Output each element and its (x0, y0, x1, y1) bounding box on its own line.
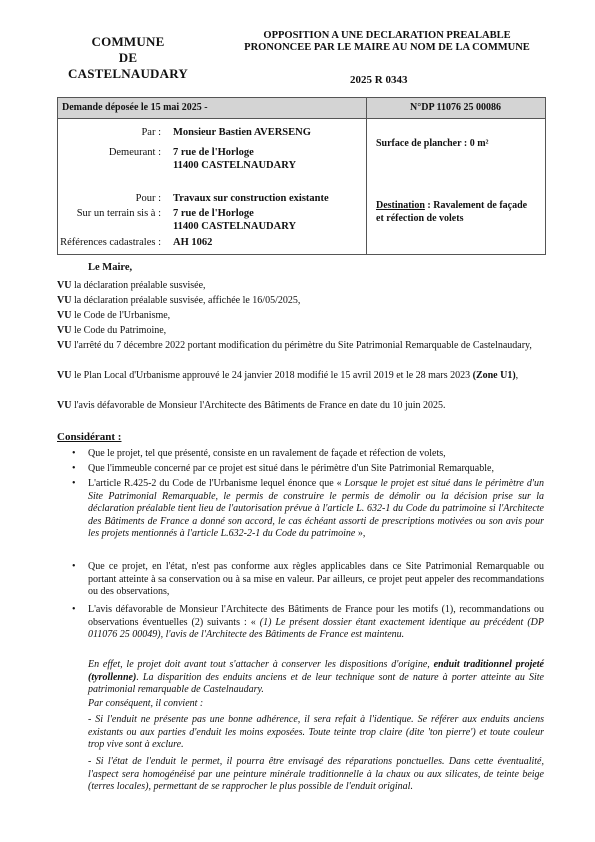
bullet-3 (72, 478, 544, 541)
vu-line-5 (57, 340, 544, 353)
zone-u1: (Zone U1) (472, 370, 516, 381)
para-text: En effet, le projet doit avant tout s'attacher à conserver les dispositions d'origine, (88, 659, 434, 670)
abf-intro: L'avis défavorable de Monsieur l'Architecte des Bâtiments de France pour les motifs (1), recommandations ou observations éventuelles (2) suivants : « (88, 604, 544, 628)
bullet-2 (72, 463, 544, 476)
bullet-text (88, 478, 544, 541)
vu-word: VU (57, 370, 72, 381)
terrain-line1: 7 rue de l'Horloge (173, 208, 254, 219)
vu-line-4 (57, 325, 544, 338)
bullet-dot: • (72, 448, 76, 459)
bullet-dot: • (72, 463, 76, 474)
box-divider (366, 98, 367, 254)
para-text-end: . La disparition des enduits anciens et de leur technique sont de nature à porter atteinte au Site patrimonial remarquable de Castelnaudary. (88, 671, 544, 696)
surface-plancher: Surface de plancher : 0 m² (376, 138, 489, 149)
terrain-label: Sur un terrain sis à : (76, 208, 161, 219)
article-intro: L'article R.425-2 du Code de l'Urbanisme lequel énonce que « (88, 478, 345, 489)
paragraph-consequence: Par conséquent, il convient : (88, 698, 204, 709)
bullet-dot: • (72, 561, 76, 572)
vu-text: le Plan Local d'Urbanisme approuvé le 24 janvier 2018 modifié le 15 avril 2019 et le 28 mars 2023 (71, 370, 473, 381)
title-line2: PRONONCEE PAR LE MAIRE AU NOM DE LA COMMUNE (244, 42, 530, 53)
vu-line-3 (57, 310, 544, 323)
vu-line-2 (57, 295, 544, 308)
vu-text: le Code de l'Urbanisme, (71, 310, 171, 321)
article-quote: Lorsque le projet est situé dans le périmètre d'un Site Patrimonial Remarquable, le permis de construire le permis de démolir ou la décision prise sur la déclaration préalable tient lieu de l'autorisation prévue à l'article L. 632-1 du Code du patrimoine si l'Architecte des Bâtiments de France a donné son accord, le cas échéant assorti de prescriptions motivées ou son avis pour les projets mentionnés à l'article L.632-2-1 du Code du patrimoine (88, 478, 544, 540)
bullet-text: Que l'immeuble concerné par ce projet est situé dans le périmètre d'un Site Patrimonial Remarquable, (88, 463, 494, 474)
document-title (232, 30, 542, 54)
considerant-heading: Considérant : (57, 431, 122, 443)
vu-word: VU (57, 325, 72, 336)
vu-line-7 (57, 400, 544, 413)
destination-line2: et réfection de volets (376, 213, 464, 224)
bullet-text (88, 604, 544, 642)
reference-number: 2025 R 0343 (350, 74, 408, 86)
dp-number: N°DP 11076 25 00086 (410, 102, 501, 113)
request-info-box (57, 97, 546, 255)
terrain-line2: 11400 CASTELNAUDARY (173, 221, 297, 232)
bullet-dot: • (72, 604, 76, 615)
par-value: Monsieur Bastien AVERSENG (173, 127, 311, 138)
paragraph-enduit (88, 659, 544, 697)
commune-title (58, 34, 198, 82)
commune-line2: DE (118, 50, 138, 65)
title-line1: OPPOSITION A UNE DECLARATION PREALABLE (263, 30, 511, 41)
bullet-dot: • (72, 478, 76, 489)
bullet-text: Que le projet, tel que présenté, consiste en un ravalement de façade et réfection de volets, (88, 448, 446, 459)
deposit-date: Demande déposée le 15 mai 2025 - (62, 102, 208, 113)
vu-text: la déclaration préalable susvisée, (71, 280, 206, 291)
vu-word: VU (57, 295, 72, 306)
bullet-1 (72, 448, 544, 461)
vu-text: l'avis défavorable de Monsieur l'Architecte des Bâtiments de France en date du 10 juin 2025. (71, 400, 446, 411)
cadastre-value: AH 1062 (173, 237, 213, 248)
bullet-4 (72, 561, 544, 599)
vu-word: VU (57, 400, 72, 411)
commune-line1: COMMUNE (91, 34, 165, 49)
demeurant-line2: 11400 CASTELNAUDARY (173, 160, 297, 171)
le-maire: Le Maire, (88, 262, 133, 273)
destination-label: Destination (376, 200, 425, 211)
vu-text-end: , (515, 370, 519, 381)
enduit-emphasis: enduit traditionnel projeté (tyrollenne) (88, 659, 544, 683)
abf-quote: (1) Le présent dossier étant exactement identique au précédent (DP 011076 25 00049), l'avis de l'Architecte des Bâtiments de France est maintenu. (88, 616, 544, 641)
pour-value: Travaux sur construction existante (173, 193, 329, 204)
destination-value: : Ravalement de façade (424, 200, 528, 211)
vu-text: la déclaration préalable susvisée, affichée le 16/05/2025, (71, 295, 301, 306)
demeurant-label: Demeurant : (108, 147, 161, 158)
paragraph-reparations: - Si l'état de l'enduit le permet, il pourra être envisagé des réparations ponctuelles. Dans cette éventualité, l'aspect sera homogénéisé par une peinture minérale traditionnelle à la chaux ou aux silicates, de teinte beige (terres locales), permettant de se rapprocher le plus possible de l'enduit original. (88, 756, 544, 793)
vu-text: l'arrêté du 7 décembre 2022 portant modification du périmètre du Site Patrimonial Remarquable de Castelnaudary, (71, 340, 532, 351)
commune-line3: CASTELNAUDARY (68, 66, 188, 81)
bullet-5 (72, 604, 544, 642)
demeurant-line1: 7 rue de l'Horloge (173, 147, 254, 158)
vu-word: VU (57, 280, 72, 291)
article-end: », (355, 528, 366, 540)
vu-line-1 (57, 280, 544, 293)
vu-word: VU (57, 340, 72, 351)
paragraph-refait: - Si l'enduit ne présente pas une bonne adhérence, il sera refait à l'identique. Se référer aux enduits anciens existants ou aux parties d'enduit les moins exposées. Toute teinte trop claire (dite 'ton pierre') et toute couleur trop vive sont à exclure. (88, 714, 544, 751)
vu-text: le Code du Patrimoine, (71, 325, 167, 336)
pour-label: Pour : (135, 193, 161, 204)
destination (376, 199, 527, 225)
vu-word: VU (57, 310, 72, 321)
par-label: Par : (141, 127, 161, 138)
vu-line-6 (57, 370, 544, 383)
cadastre-label: Références cadastrales : (60, 237, 161, 248)
bullet-text: Que ce projet, en l'état, n'est pas conforme aux règles applicables dans ce Site Patrimonial Remarquable ou portant atteinte à sa conservation ou à sa mise en valeur. Par ailleurs, ce projet peut appeler des recommandations ou des observations, (88, 561, 544, 598)
